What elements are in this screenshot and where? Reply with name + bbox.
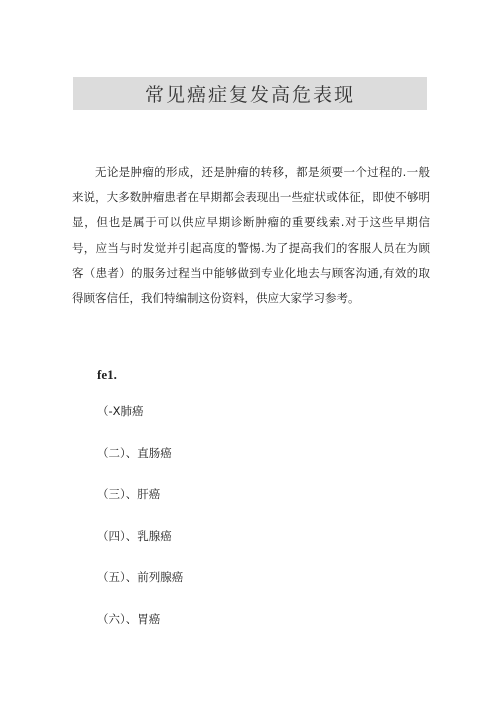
cancer-list [97,401,183,650]
list-item-stomach-cancer: （六）、胃癌 [97,611,161,626]
section-heading: fe1. [97,367,117,382]
title-banner [73,77,427,110]
list-item-breast-cancer: （四）、乳腺癌 [97,528,172,543]
list-item-liver-cancer: （三）、肝癌 [97,487,161,501]
list-item-rectal-cancer: （二）、直肠癌 [97,445,172,460]
page-title: 常见癌症复发高危表现 [144,84,355,106]
list-item-lung-cancer: （-X肺癌 [97,404,144,418]
list-item-prostate-cancer: （五）、前列腺癌 [97,570,184,584]
intro-paragraph: 无论是肿瘤的形成，还是肿瘤的转移，都是须要一个过程的.一般来说，大多数肿瘤患者在早期都会表现出一些症状或体征，即使不够明显，但也是属于可以供应早期诊断肿瘤的重要线索.对于这些早期信号，应当与时发觉并引起高度的警惕.为了提高我们的客服人员在为顾客（患者）的服务过程当中能够做到专业化地去与顾客沟通,有效的取得顾客信任，我们特编制这份资料，供应大家学习参考。 [72,165,430,306]
